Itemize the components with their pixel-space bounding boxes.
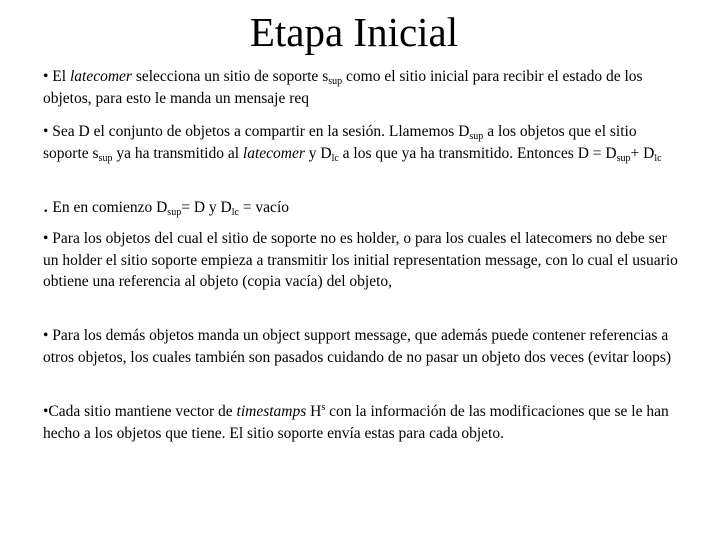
italic-term: latecomer — [69, 68, 132, 85]
subscript: lc — [331, 152, 339, 164]
bullet: . — [43, 192, 49, 217]
paragraph-timestamps — [43, 401, 683, 444]
subscript: sup — [328, 76, 343, 87]
paragraph-initial-representation: • Para los objetos del cual el sitio de soporte no es holder, o para los cuales el latecomers no debe ser un holder el sitio soporte empieza a transmitir los initial representation message, con lo cual el usuario obtiene una referencia al objeto (copia vacía) del objeto, — [43, 230, 678, 290]
text-run: selecciona un sitio de soporte s — [131, 68, 329, 85]
text-run: a los que ya ha transmitido. Entonces D = D — [338, 144, 617, 162]
paragraph-initial-state — [43, 192, 683, 219]
text-run: En en comienzo D — [48, 199, 168, 216]
text-run: con la información de las modificaciones que se le han hecho a los objetos que tiene. El sitio soporte envía estas para cada objeto. — [43, 403, 669, 442]
text-run: • El — [43, 68, 70, 85]
subscript: sup — [469, 131, 484, 142]
paragraph-object-sets — [43, 121, 683, 164]
subscript: lc — [231, 207, 239, 218]
text-run: • Sea D el conjunto de objetos a compartir en la sesión. Llamemos D — [43, 123, 470, 140]
italic-term: latecomer — [242, 144, 305, 162]
subscript: sup — [98, 152, 113, 164]
superscript: s — [321, 402, 326, 413]
text-run: = D y D — [181, 199, 232, 216]
slide-title: Etapa Inicial — [249, 9, 459, 55]
paragraph-latecomer-request — [43, 66, 683, 109]
text-run: a los objetos que el sitio soporte s — [43, 123, 637, 162]
text-run: y D — [304, 144, 332, 162]
subscript: sup — [616, 152, 631, 164]
text-run: H — [306, 403, 322, 420]
subscript: lc — [654, 152, 662, 164]
text-run: •Cada sitio mantiene vector de — [43, 403, 237, 420]
text-run: como el sitio inicial para recibir el estado de los objetos, para esto le manda un mensaje req — [43, 68, 643, 107]
text-run: + D — [630, 144, 655, 162]
text-run: ya ha transmitido al — [112, 144, 243, 162]
italic-term: timestamps — [236, 403, 307, 420]
paragraph-object-support: • Para los demás objetos manda un object support message, que además puede contener referencias a otros objetos, los cuales también son pasados cuidando de no pasar un objeto dos veces (evitar loops) — [43, 327, 672, 366]
subscript: sup — [167, 207, 182, 218]
text-run: = vacío — [238, 199, 289, 216]
